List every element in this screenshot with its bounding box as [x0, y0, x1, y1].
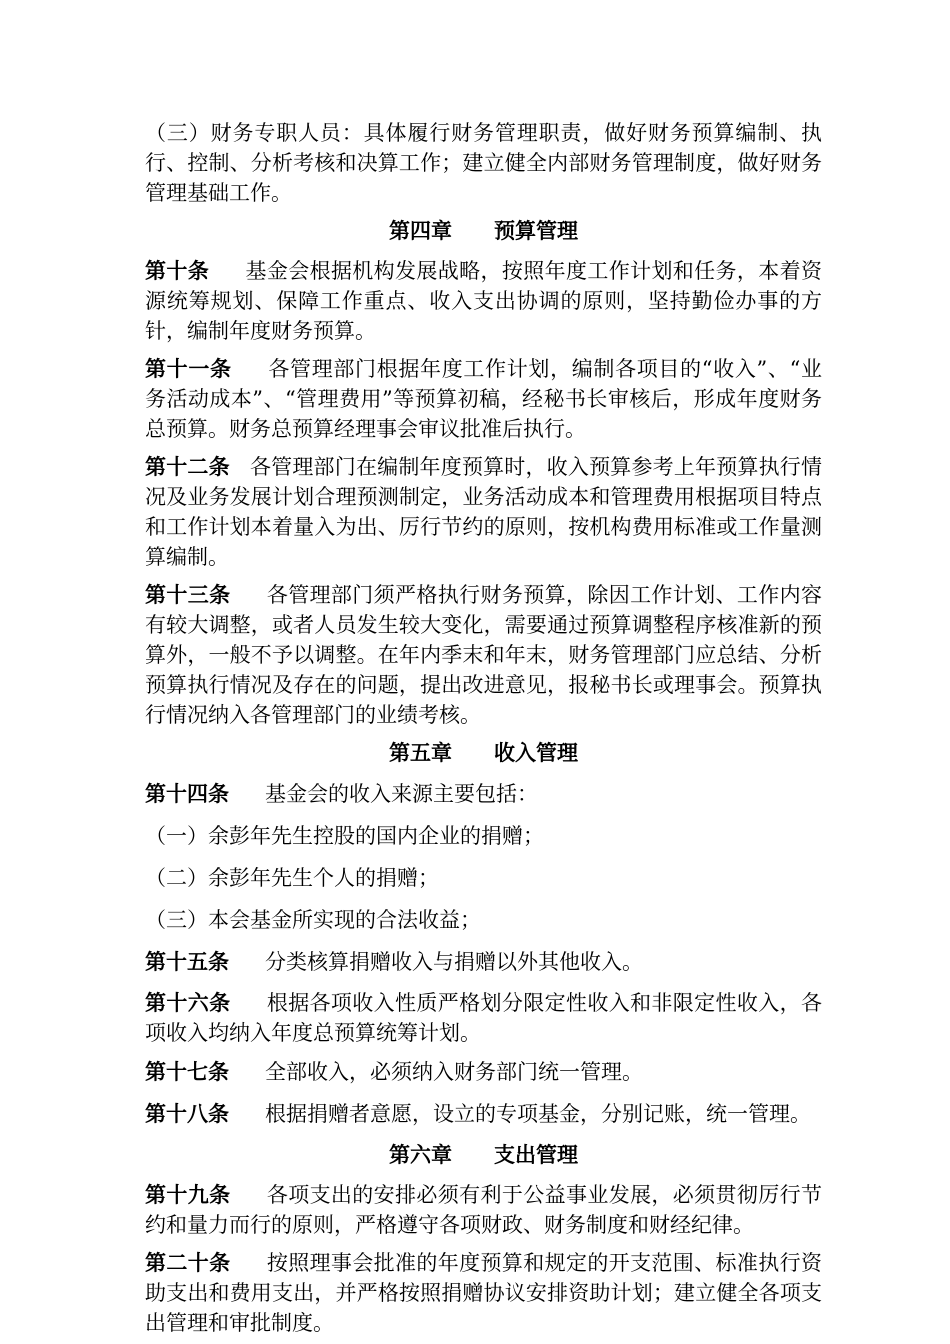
article-label: 第十六条: [145, 991, 231, 1015]
article-18: [145, 1098, 822, 1130]
article-label: 第十三条: [145, 583, 231, 607]
article-text: 各管理部门根据年度工作计划，编制各项目的“收入”、“业务活动成本”、“管理费用”等预算初稿，经秘书长审核后，形成年度财务总预算。财务总预算经理事会审议批准后执行。: [145, 357, 822, 441]
article-text: 按照理事会批准的年度预算和规定的开支范围、标准执行资助支出和费用支出，并严格按照捐赠协议安排资助计划；建立健全各项支出管理和审批制度。: [145, 1251, 822, 1335]
article-20: [145, 1248, 822, 1338]
article-text: 全部收入，必须纳入财务部门统一管理。: [265, 1060, 643, 1084]
article-label: 第十二条: [145, 455, 230, 479]
intro-paragraph: （三）财务专职人员：具体履行财务管理职责，做好财务预算编制、执行、控制、分析考核和决算工作；建立健全内部财务管理制度，做好财务管理基础工作。: [145, 121, 822, 205]
list-item: （二）余彭年先生个人的捐赠；: [145, 866, 439, 890]
article-label: 第二十条: [145, 1251, 231, 1275]
article-text: 基金会根据机构发展战略，按照年度工作计划和任务，本着资源统筹规划、保障工作重点、收入支出协调的原则，坚持勤俭办事的方针，编制年度财务预算。: [145, 259, 823, 343]
article-16: [145, 988, 822, 1048]
chapter-6-heading: 第六章 支出管理: [389, 1142, 578, 1167]
article-label: 第十四条: [145, 782, 229, 806]
article-15: [145, 946, 822, 978]
article-label: 第十九条: [145, 1183, 231, 1207]
list-item: （三）本会基金所实现的合法收益；: [145, 908, 481, 932]
chapter-5-heading: 第五章 收入管理: [389, 740, 578, 765]
chapter-4-heading: 第四章 预算管理: [389, 218, 578, 243]
article-label: 第十七条: [145, 1060, 229, 1084]
article-label: 第十条: [145, 259, 210, 283]
article-13: [145, 580, 822, 730]
article-text: 各管理部门在编制年度预算时，收入预算参考上年预算执行情况及业务发展计划合理预测制定，业务活动成本和管理费用根据项目特点和工作计划本着量入为出、厉行节约的原则，按机构费用标准或工作量测算编制。: [145, 455, 823, 569]
article-text: 根据各项收入性质严格划分限定性收入和非限定性收入，各项收入均纳入年度总预算统筹计划。: [145, 991, 822, 1045]
article-10: [145, 256, 822, 346]
article-12: [145, 452, 822, 572]
article-14: [145, 778, 822, 810]
article-label: 第十五条: [145, 950, 229, 974]
article-17: [145, 1056, 822, 1088]
article-label: 第十八条: [145, 1102, 229, 1126]
list-item: （一）余彭年先生控股的国内企业的捐赠；: [145, 824, 544, 848]
article-text: 分类核算捐赠收入与捐赠以外其他收入。: [265, 950, 643, 974]
article-text: 根据捐赠者意愿，设立的专项基金，分别记账，统一管理。: [265, 1102, 811, 1126]
article-text: 各项支出的安排必须有利于公益事业发展，必须贯彻厉行节约和量力而行的原则，严格遵守各项财政、财务制度和财经纪律。: [145, 1183, 822, 1237]
article-11: [145, 354, 822, 444]
article-text: 基金会的收入来源主要包括：: [265, 782, 538, 806]
article-19: [145, 1180, 822, 1240]
article-text: 各管理部门须严格执行财务预算，除因工作计划、工作内容有较大调整，或者人员发生较大变化，需要通过预算调整程序核准新的预算外，一般不予以调整。在年内季末和年末，财务管理部门应总结、分析预算执行情况及存在的问题，提出改进意见，报秘书长或理事会。预算执行情况纳入各管理部门的业绩考核。: [145, 583, 822, 727]
article-label: 第十一条: [145, 357, 232, 381]
